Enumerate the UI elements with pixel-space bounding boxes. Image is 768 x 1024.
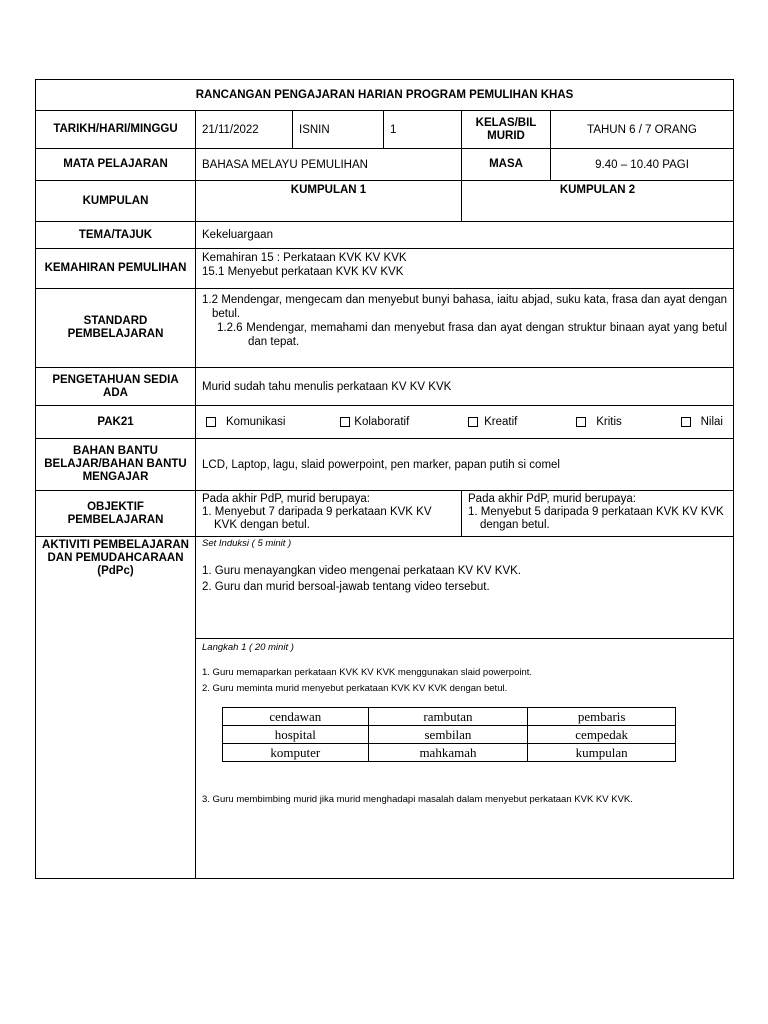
objektif-k2-item: 1. Menyebut 5 daripada 9 perkataan KVK KV KVK dengan betul. — [468, 506, 724, 531]
standard-line-2: 1.2.6 Mendengar, memahami dan menyebut frasa dan ayat dengan struktur binaan ayat yang betul dan tepat. — [217, 322, 728, 348]
aktiviti-label: AKTIVITI PEMBELAJARAN DAN PEMUDAHCARAAN (PdPc) — [36, 537, 196, 879]
objektif-label: OBJEKTIF PEMBELAJARAN — [36, 491, 196, 537]
tarikh-label: TARIKH/HARI/MINGGU — [36, 111, 196, 149]
checkbox-icon[interactable] — [468, 417, 478, 427]
bahan-value: LCD, Laptop, lagu, slaid powerpoint, pen marker, papan putih si comel — [196, 439, 734, 491]
standard-value — [196, 289, 734, 368]
objektif-kumpulan-1 — [196, 491, 462, 537]
standard-label: STANDARD PEMBELAJARAN — [36, 289, 196, 368]
word-row — [223, 744, 676, 762]
langkah-1-step-3: 3. Guru membimbing murid jika murid menghadapi masalah dalam menyebut perkataan KVK KV KVK. — [202, 794, 633, 805]
objektif-k1-intro: Pada akhir PdP, murid berupaya: — [202, 493, 370, 505]
standard-line-1: 1.2 Mendengar, mengecam dan menyebut bunyi bahasa, iaitu abjad, suku kata, frasa dan ayat dengan betul. — [202, 294, 728, 320]
set-induksi-step-2: 2. Guru dan murid bersoal-jawab tentang video tersebut. — [202, 581, 490, 593]
word-cell: cendawan — [223, 708, 369, 726]
pak21-kolaboratif[interactable]: Kolaboratif — [340, 416, 409, 428]
tema-value: Kekeluargaan — [196, 222, 734, 249]
pak21-kritis[interactable]: Kritis — [572, 416, 622, 428]
tarikh-date: 21/11/2022 — [196, 111, 293, 149]
langkah-1-step-2: 2. Guru meminta murid menyebut perkataan KVK KV KVK dengan betul. — [202, 683, 508, 694]
kumpulan-label: KUMPULAN — [36, 181, 196, 222]
objektif-k1-item: 1. Menyebut 7 daripada 9 perkataan KVK KV KVK dengan betul. — [202, 506, 432, 531]
word-cell: hospital — [223, 726, 369, 744]
word-cell: pembaris — [528, 708, 676, 726]
kemahiran-label: KEMAHIRAN PEMULIHAN — [36, 249, 196, 289]
rph-table — [35, 79, 734, 879]
langkah-1-step-1: 1. Guru memaparkan perkataan KVK KV KVK menggunakan slaid powerpoint. — [202, 667, 533, 678]
pak21-kreatif[interactable]: Kreatif — [464, 416, 517, 428]
word-cell: komputer — [223, 744, 369, 762]
kemahiran-line-1: Kemahiran 15 : Perkataan KVK KV KVK — [202, 252, 407, 264]
kemahiran-value — [196, 249, 734, 289]
pengetahuan-value: Murid sudah tahu menulis perkataan KV KV KVK — [196, 368, 734, 406]
checkbox-icon[interactable] — [340, 417, 350, 427]
document-title: RANCANGAN PENGAJARAN HARIAN PROGRAM PEMULIHAN KHAS — [36, 80, 734, 111]
masa-label: MASA — [462, 149, 551, 181]
checkbox-icon[interactable] — [576, 417, 586, 427]
kelas-label: KELAS/BIL MURID — [462, 111, 551, 149]
tarikh-week: 1 — [384, 111, 462, 149]
objektif-kumpulan-2 — [462, 491, 734, 537]
kumpulan-2-header: KUMPULAN 2 — [462, 181, 734, 222]
pak21-nilai[interactable]: Nilai — [677, 416, 723, 428]
langkah-1-section — [196, 639, 734, 879]
kemahiran-line-2: 15.1 Menyebut perkataan KVK KV KVK — [202, 266, 404, 278]
pak21-label: PAK21 — [36, 406, 196, 439]
word-cell: cempedak — [528, 726, 676, 744]
mata-pelajaran-label: MATA PELAJARAN — [36, 149, 196, 181]
word-row — [223, 708, 676, 726]
pak21-options — [196, 406, 734, 439]
kelas-value: TAHUN 6 / 7 ORANG — [551, 111, 734, 149]
masa-value: 9.40 – 10.40 PAGI — [551, 149, 734, 181]
tema-label: TEMA/TAJUK — [36, 222, 196, 249]
bahan-label: BAHAN BANTU BELAJAR/BAHAN BANTU MENGAJAR — [36, 439, 196, 491]
set-induksi-heading: Set Induksi ( 5 minit ) — [202, 538, 292, 549]
word-cell: kumpulan — [528, 744, 676, 762]
word-row — [223, 726, 676, 744]
objektif-k2-intro: Pada akhir PdP, murid berupaya: — [468, 493, 636, 505]
tarikh-day: ISNIN — [293, 111, 384, 149]
set-induksi-section — [196, 537, 734, 639]
checkbox-icon[interactable] — [206, 417, 216, 427]
word-cell: mahkamah — [368, 744, 528, 762]
word-cell: sembilan — [368, 726, 528, 744]
word-table — [222, 707, 676, 762]
pengetahuan-label: PENGETAHUAN SEDIA ADA — [36, 368, 196, 406]
checkbox-icon[interactable] — [681, 417, 691, 427]
pak21-komunikasi[interactable]: Komunikasi — [202, 416, 285, 428]
kumpulan-1-header: KUMPULAN 1 — [196, 181, 462, 222]
set-induksi-step-1: 1. Guru menayangkan video mengenai perkataan KV KV KVK. — [202, 565, 522, 577]
mata-pelajaran-value: BAHASA MELAYU PEMULIHAN — [196, 149, 462, 181]
langkah-1-heading: Langkah 1 ( 20 minit ) — [202, 642, 294, 653]
word-cell: rambutan — [368, 708, 528, 726]
